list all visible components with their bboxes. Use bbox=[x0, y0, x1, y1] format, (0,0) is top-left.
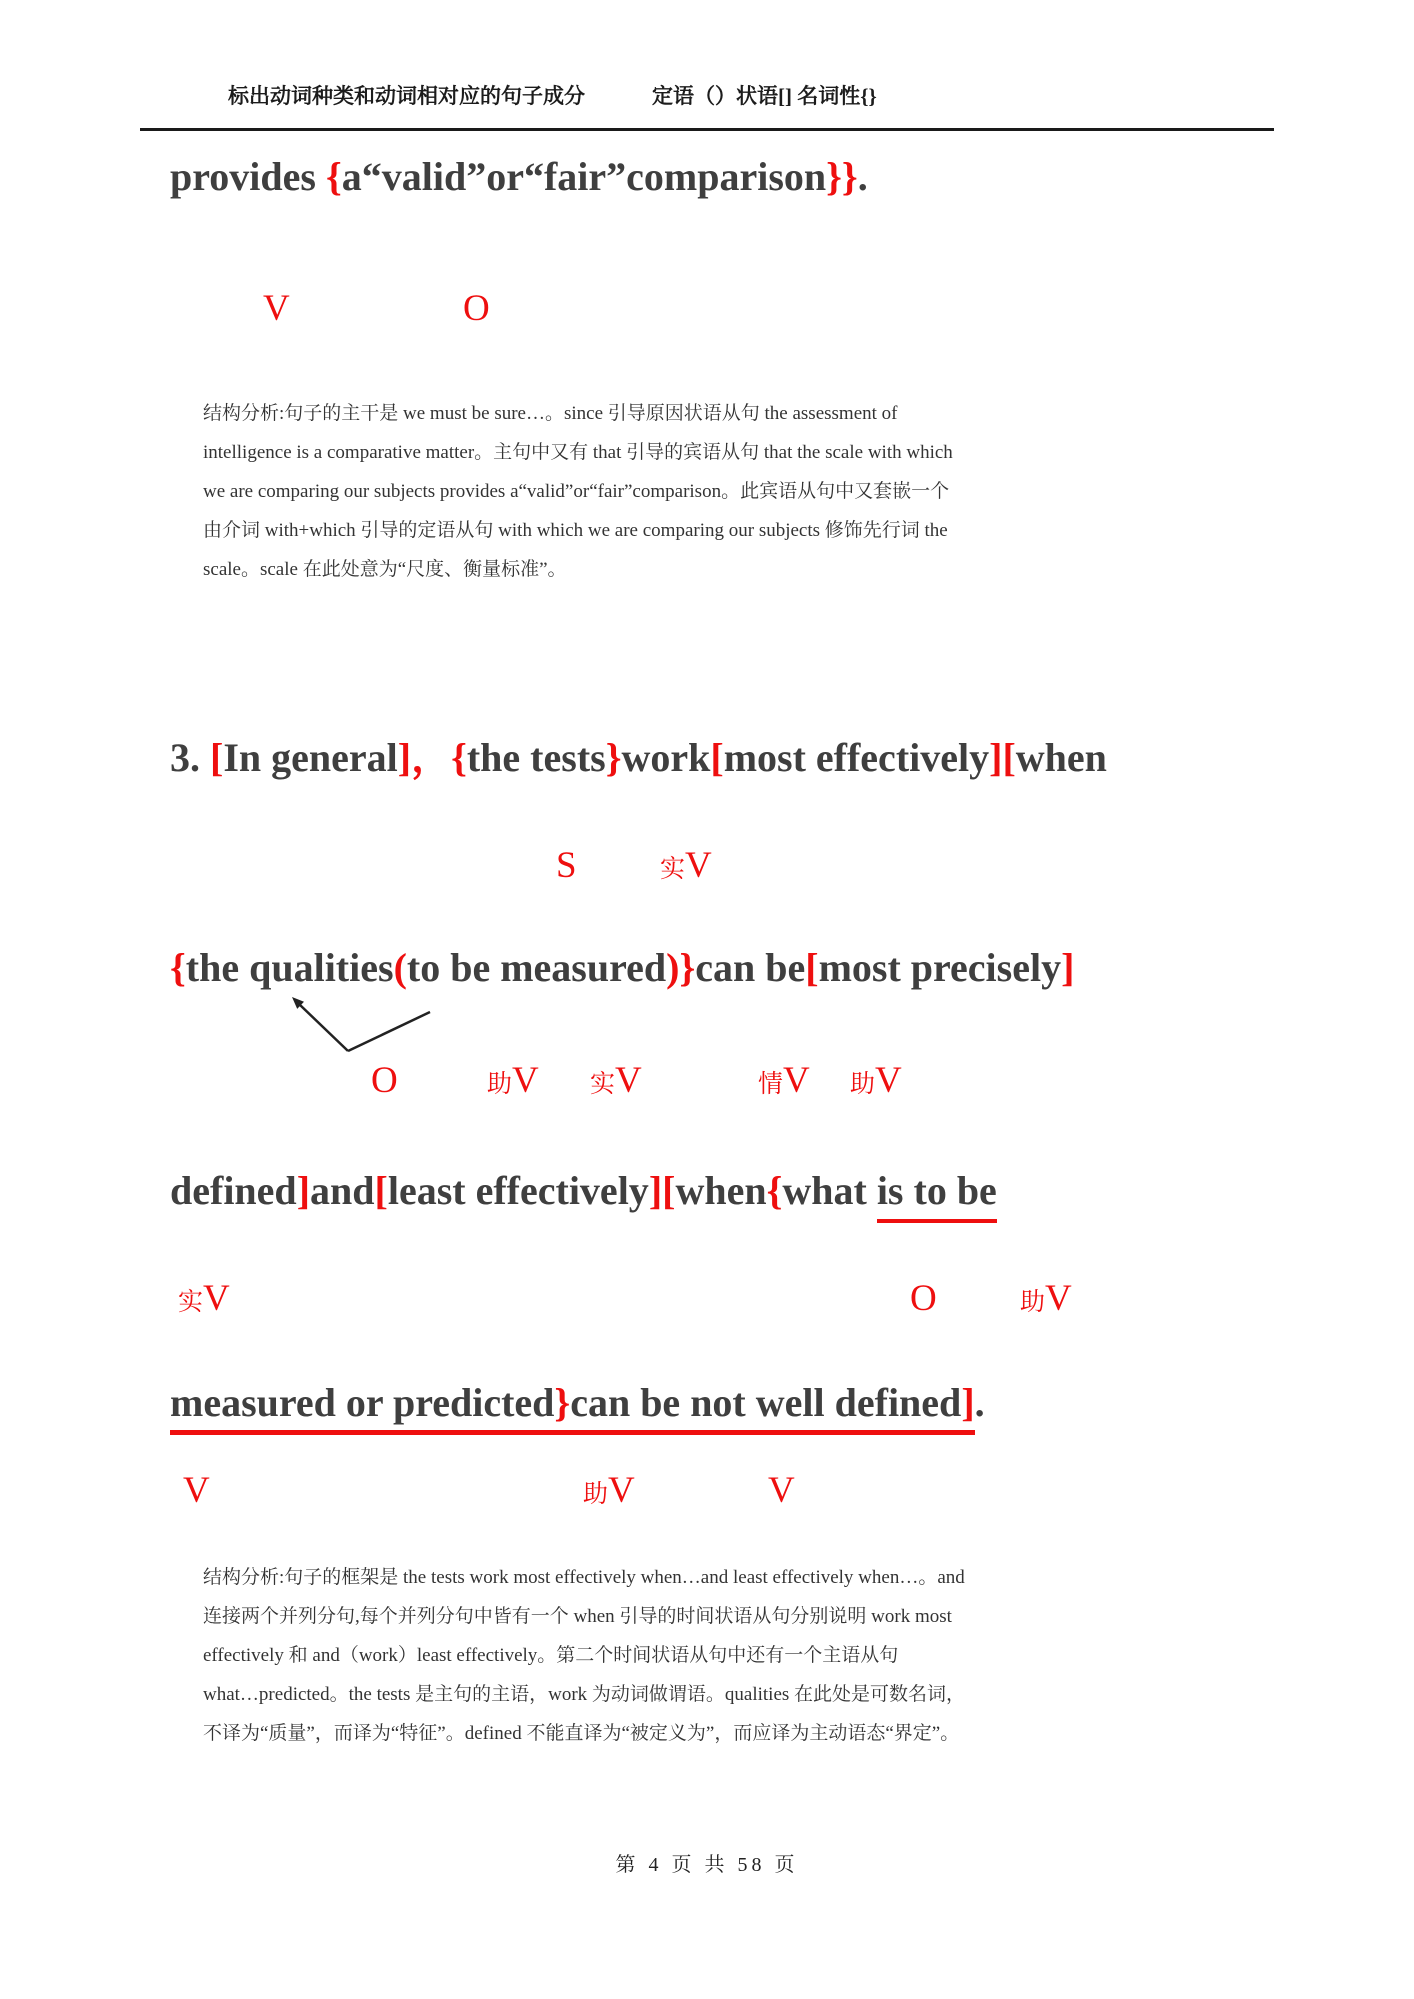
sentence-segment: and bbox=[310, 1168, 375, 1213]
label-text: 实 bbox=[178, 1289, 204, 1316]
header-right-legend: 定语（）状语[] 名词性{} bbox=[652, 84, 877, 108]
label-text: V bbox=[783, 1060, 810, 1101]
sentence2-continuation-line bbox=[170, 152, 868, 202]
label-text: V bbox=[615, 1060, 642, 1101]
sentence-segment: the qualities bbox=[185, 945, 394, 990]
annotation-arrow bbox=[278, 991, 448, 1063]
label-text: V bbox=[1045, 1278, 1072, 1319]
grammar-label-aux-verb bbox=[850, 1062, 902, 1099]
analysis-line: 结构分析:句子的框架是 the tests work most effectively when…and least effectively when…。and bbox=[203, 1567, 965, 1588]
bracket-open: [ bbox=[210, 735, 224, 780]
label-text: S bbox=[556, 845, 577, 886]
brace-open: { bbox=[325, 154, 342, 199]
analysis-line: what…predicted。the tests 是主句的主语，work 为动词做谓语。qualities 在此处是可数名词， bbox=[203, 1684, 966, 1705]
bracket-close-comma: ]， bbox=[397, 735, 452, 780]
label-text: 情 bbox=[758, 1071, 784, 1098]
underlined-phrase bbox=[170, 1380, 975, 1435]
sentence3-line4 bbox=[170, 1378, 985, 1428]
grammar-label-verb bbox=[768, 1472, 795, 1509]
analysis-line: 不译为“质量”，而译为“特征”。defined 不能直译为“被定义为”，而应译为主动语态“界定”。 bbox=[203, 1723, 960, 1744]
header-left-title: 标出动词种类和动词相对应的句子成分 bbox=[228, 84, 585, 108]
grammar-label-object bbox=[463, 290, 490, 327]
grammar-label-aux-verb bbox=[1020, 1280, 1072, 1317]
analysis-line: 连接两个并列分句,每个并列分句中皆有一个 when 引导的时间状语从句分别说明 work most bbox=[203, 1606, 952, 1627]
bracket-open: [ bbox=[710, 735, 724, 780]
analysis-line: effectively 和 and（work）least effectively。第二个时间状语从句中还有一个主语从句 bbox=[203, 1645, 899, 1666]
sentence3-line3 bbox=[170, 1166, 997, 1216]
brace-open: { bbox=[766, 1168, 783, 1213]
grammar-label-aux-verb bbox=[583, 1472, 635, 1509]
bracket-open: [ bbox=[805, 945, 819, 990]
label-text: V bbox=[263, 288, 290, 329]
sentence-segment: can be bbox=[695, 945, 806, 990]
label-text: V bbox=[685, 845, 712, 886]
label-text: V bbox=[768, 1470, 795, 1511]
label-text: V bbox=[608, 1470, 635, 1511]
sentence3-line2 bbox=[170, 943, 1074, 993]
sentence-segment: provides bbox=[170, 154, 326, 199]
grammar-label-modal-verb bbox=[758, 1062, 810, 1099]
grammar-label-aux-verb bbox=[487, 1062, 539, 1099]
sentence-segment: least effectively bbox=[387, 1168, 649, 1213]
brace-close: }} bbox=[826, 154, 858, 199]
label-text: V bbox=[875, 1060, 902, 1101]
sentence-segment: In general bbox=[223, 735, 398, 780]
sentence-segment: work bbox=[621, 735, 711, 780]
grammar-label-object bbox=[371, 1062, 398, 1099]
sentence-segment: defined bbox=[170, 1168, 297, 1213]
analysis-line: intelligence is a comparative matter。主句中又有 that 引导的宾语从句 that the scale with which bbox=[203, 442, 953, 463]
grammar-label-verb bbox=[263, 290, 290, 327]
label-text: 助 bbox=[1020, 1289, 1046, 1316]
sentence3-line1 bbox=[170, 733, 1107, 783]
sentence-segment: when bbox=[1015, 735, 1107, 780]
label-text: 助 bbox=[850, 1071, 876, 1098]
sentence-segment: can be not well defined bbox=[570, 1380, 962, 1425]
sentence-segment: when bbox=[675, 1168, 767, 1213]
analysis-line: scale。scale 在此处意为“尺度、衡量标准”。 bbox=[203, 559, 567, 580]
grammar-label-main-verb bbox=[178, 1280, 230, 1317]
bracket-close: ] bbox=[1061, 945, 1075, 990]
grammar-label-subject bbox=[556, 847, 577, 884]
sentence-segment: most precisely bbox=[818, 945, 1062, 990]
brace-close: } bbox=[554, 1380, 571, 1425]
grammar-label-verb bbox=[183, 1472, 210, 1509]
bracket-open: [ bbox=[374, 1168, 388, 1213]
grammar-label-object bbox=[910, 1280, 937, 1317]
sentence-segment: what bbox=[782, 1168, 877, 1213]
structure-analysis-1 bbox=[203, 394, 953, 589]
bracket-close: ] bbox=[296, 1168, 311, 1213]
label-text: 实 bbox=[660, 856, 686, 883]
sentence-segment: the tests bbox=[466, 735, 606, 780]
label-text: O bbox=[463, 288, 490, 329]
brace-open: { bbox=[170, 945, 186, 990]
sentence-segment: measured or predicted bbox=[170, 1380, 555, 1425]
label-text: 实 bbox=[590, 1071, 616, 1098]
label-text: 助 bbox=[583, 1481, 609, 1508]
analysis-line: 由介词 with+which 引导的定语从句 with which we are comparing our subjects 修饰先行词 the bbox=[203, 520, 948, 541]
label-text: V bbox=[183, 1470, 210, 1511]
label-text: V bbox=[203, 1278, 230, 1319]
analysis-line: 结构分析:句子的主干是 we must be sure…。since 引导原因状语从句 the assessment of bbox=[203, 403, 898, 424]
analysis-line: we are comparing our subjects provides a“valid”or“fair”comparison。此宾语从句中又套嵌一个 bbox=[203, 481, 950, 502]
label-text: V bbox=[512, 1060, 539, 1101]
sentence-segment: to be measured bbox=[406, 945, 667, 990]
structure-analysis-2 bbox=[203, 1558, 965, 1753]
period: . bbox=[857, 154, 868, 199]
underlined-segment: is to be bbox=[877, 1168, 997, 1223]
brackets: ][ bbox=[989, 735, 1016, 780]
label-text: O bbox=[371, 1060, 398, 1101]
brace-close: } bbox=[605, 735, 622, 780]
brackets: ][ bbox=[648, 1168, 676, 1213]
paren-brace-close: )} bbox=[666, 945, 696, 990]
sentence-segment: most effectively bbox=[723, 735, 990, 780]
bracket-close: ] bbox=[961, 1380, 975, 1425]
sentence-number: 3. bbox=[170, 735, 210, 780]
label-text: O bbox=[910, 1278, 937, 1319]
label-text: 助 bbox=[487, 1071, 513, 1098]
header-rule bbox=[140, 128, 1274, 131]
brace-open: { bbox=[451, 735, 467, 780]
period: . bbox=[974, 1380, 985, 1425]
paren-open: ( bbox=[393, 945, 407, 990]
grammar-label-main-verb bbox=[590, 1062, 642, 1099]
sentence-segment: a“valid”or“fair”comparison bbox=[341, 154, 827, 199]
grammar-label-main-verb bbox=[660, 847, 712, 884]
page-number-footer: 第 4 页 共 58 页 bbox=[615, 1854, 799, 1876]
